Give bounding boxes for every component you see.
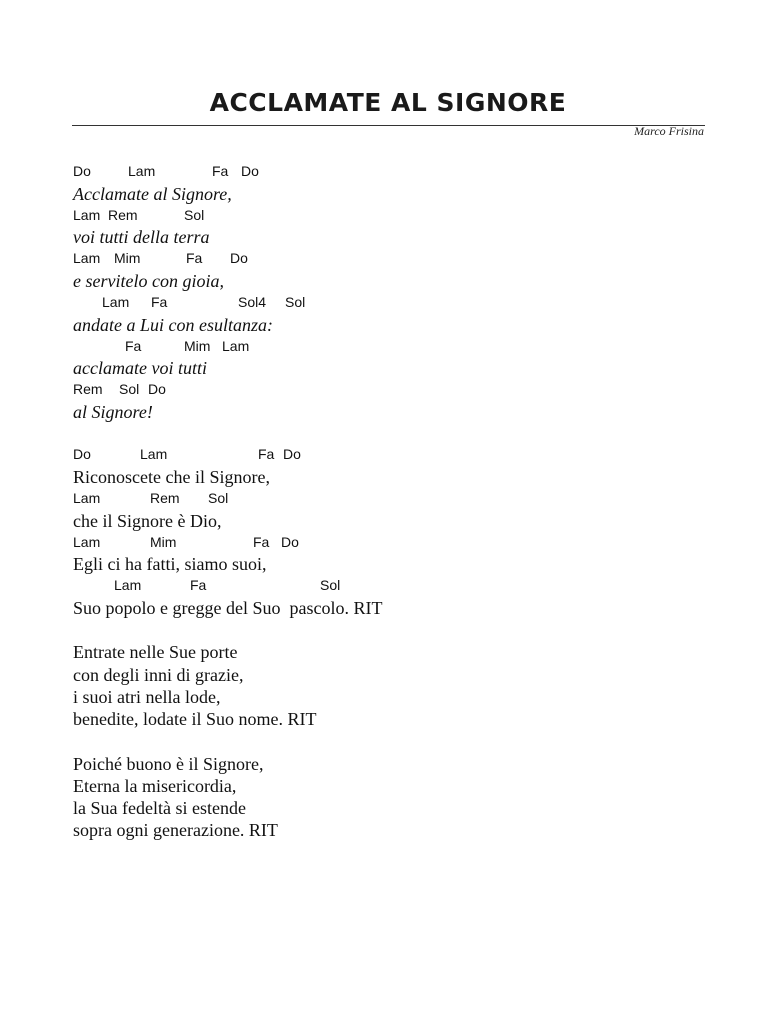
chord: Lam — [73, 207, 101, 223]
chord-line — [0, 534, 768, 550]
chord: Lam — [102, 294, 130, 310]
chord: Sol — [285, 294, 306, 310]
chord: Lam — [140, 446, 168, 462]
chord: Fa — [186, 250, 203, 266]
chord: Do — [283, 446, 301, 462]
chord: Fa — [125, 338, 142, 354]
chord: Fa — [151, 294, 168, 310]
chord-line — [0, 207, 768, 223]
chord: Do — [73, 163, 91, 179]
chord: Lam — [128, 163, 156, 179]
chord: Do — [148, 381, 166, 397]
chord-line — [0, 294, 768, 310]
chord-line — [0, 163, 768, 179]
chord-line — [0, 250, 768, 266]
chord: Sol4 — [238, 294, 267, 310]
chord: Sol — [320, 577, 341, 593]
lyric-line: Egli ci ha fatti, siamo suoi, — [73, 554, 267, 574]
page-title: ACCLAMATE AL SIGNORE — [209, 88, 567, 117]
chord: Fa — [258, 446, 275, 462]
lyric-line: benedite, lodate il Suo nome. RIT — [73, 709, 317, 729]
chord: Do — [281, 534, 299, 550]
lyric-line: acclamate voi tutti — [73, 358, 207, 378]
chord-line — [0, 446, 768, 462]
chord-line — [0, 490, 768, 506]
chord: Lam — [222, 338, 250, 354]
chord: Rem — [108, 207, 138, 223]
chord-line — [0, 381, 768, 397]
chord-line — [0, 338, 768, 354]
chord: Rem — [73, 381, 103, 397]
lyric-line: andate a Lui con esultanza: — [73, 315, 273, 335]
lyric-line: voi tutti della terra — [73, 227, 210, 247]
chord: Sol — [208, 490, 229, 506]
lyric-line: sopra ogni generazione. RIT — [73, 820, 278, 840]
lyric-line: Suo popolo e gregge del Suo pascolo. RIT — [73, 598, 383, 618]
chord: Lam — [73, 490, 101, 506]
chord: Sol — [184, 207, 205, 223]
lyric-line: al Signore! — [73, 402, 153, 422]
lyric-line: con degli inni di grazie, — [73, 665, 244, 685]
lyric-line: Riconoscete che il Signore, — [73, 467, 270, 487]
lyric-line: Entrate nelle Sue porte — [73, 642, 238, 662]
chord: Fa — [253, 534, 270, 550]
chord: Mim — [114, 250, 141, 266]
lyric-line: i suoi atri nella lode, — [73, 687, 221, 707]
title-rule — [72, 125, 705, 126]
chord: Mim — [184, 338, 211, 354]
chord: Lam — [73, 250, 101, 266]
lyric-line: che il Signore è Dio, — [73, 511, 222, 531]
lyric-line: Poiché buono è il Signore, — [73, 754, 264, 774]
chord: Sol — [119, 381, 140, 397]
chord: Fa — [190, 577, 207, 593]
lyric-line: Eterna la misericordia, — [73, 776, 237, 796]
chord: Do — [230, 250, 248, 266]
chord: Rem — [150, 490, 180, 506]
chord: Fa — [212, 163, 229, 179]
chord: Do — [73, 446, 91, 462]
lyric-line: e servitelo con gioia, — [73, 271, 224, 291]
lyric-line: Acclamate al Signore, — [73, 184, 232, 204]
chord: Lam — [114, 577, 142, 593]
author-name: Marco Frisina — [634, 124, 704, 138]
chord: Lam — [73, 534, 101, 550]
chord: Do — [241, 163, 259, 179]
lyric-line: la Sua fedeltà si estende — [73, 798, 246, 818]
chord-line — [0, 577, 768, 593]
chord: Mim — [150, 534, 177, 550]
